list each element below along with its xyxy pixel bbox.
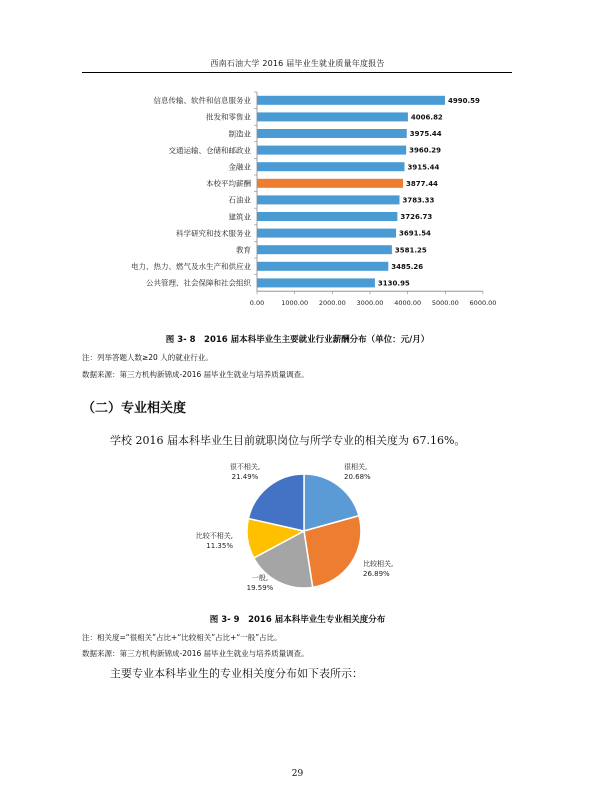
bar-value-label: 3960.29 (409, 146, 442, 155)
bar-value-label: 3783.33 (402, 196, 435, 205)
pie-slice-percent: 11.35% (206, 542, 233, 550)
category-label: 本校平均薪酬 (206, 179, 251, 189)
pie-slice-percent: 19.59% (246, 584, 274, 592)
figure-3-8-caption: 图 3- 8 2016 届本科毕业生主要就业行业薪酬分布（单位：元/月） (165, 335, 430, 345)
bar-value-label: 3877.44 (406, 179, 438, 188)
x-tick-label: 3000.00 (356, 299, 384, 308)
section-heading: （二）专业相关度 (82, 401, 187, 416)
category-label: 公共管理、社会保障和社会组织 (146, 278, 251, 288)
section-intro-text: 学校 2016 届本科毕业生目前就职岗位与所学专业的相关度为 67.16%。 (110, 434, 466, 447)
figure-3-9-source: 数据来源：第三方机构新锦成-2016 届毕业生就业与培养质量调查。 (82, 649, 309, 658)
x-tick-label: 5000.00 (431, 299, 459, 308)
figure-3-9-note: 注：相关度=“很相关”占比+“比较相关”占比+“一般”占比。 (82, 633, 282, 642)
category-label: 批发和零售业 (206, 112, 251, 122)
bar-value-label: 3581.25 (394, 246, 427, 255)
x-tick-label: 0.00 (249, 299, 265, 308)
category-label: 金融业 (228, 162, 251, 172)
bar-value-label: 3485.26 (391, 262, 424, 271)
figure-3-8-note: 注：列举答题人数≥20 人的就业行业。 (82, 353, 213, 362)
bar-value-label: 3726.73 (400, 213, 433, 222)
category-label: 科学研究和技术服务业 (176, 228, 251, 238)
pie-slice-label: 很相关, (344, 463, 368, 471)
x-tick-label: 6000.00 (469, 299, 497, 308)
pie-slice-percent: 20.68% (344, 473, 371, 481)
pie-slice-label: 比较相关, (363, 560, 394, 568)
pie-slice-label: 一般, (251, 574, 269, 582)
category-label: 教育 (236, 245, 251, 255)
bar-value-label: 4006.82 (410, 113, 443, 122)
running-header: 西南石油大学 2016 届毕业生就业质量年度报告 (210, 59, 385, 68)
bar-value-label: 4990.59 (447, 96, 480, 105)
category-label: 电力、热力、燃气及水生产和供应业 (131, 262, 251, 272)
bar-value-label: 3975.44 (409, 130, 442, 139)
pie-slice-percent: 21.49% (231, 473, 259, 481)
closing-text: 主要专业本科毕业生的专业相关度分布如下表所示： (110, 667, 363, 680)
category-label: 制造业 (228, 129, 251, 139)
pie-slice-label: 比较不相关, (195, 532, 233, 540)
category-label: 信息传输、软件和信息服务业 (153, 96, 251, 106)
x-tick-label: 2000.00 (318, 299, 346, 308)
category-label: 建筑业 (228, 212, 251, 222)
bar-value-label: 3130.95 (377, 279, 410, 288)
category-label: 石油业 (228, 195, 251, 205)
bar-value-label: 3691.54 (399, 229, 431, 238)
figure-3-9-caption: 图 3- 9 2016 届本科毕业生专业相关度分布 (209, 615, 386, 625)
figure-3-8-source: 数据来源：第三方机构新锦成-2016 届毕业生就业与培养质量调查。 (82, 370, 309, 379)
category-label: 交通运输、仓储和邮政业 (168, 145, 251, 155)
x-tick-label: 1000.00 (281, 299, 309, 308)
pie-slice-label: 很不相关, (229, 463, 261, 471)
bar-value-label: 3915.44 (407, 163, 440, 172)
page-number: 29 (291, 769, 304, 779)
x-tick-label: 4000.00 (394, 299, 422, 308)
pie-slice-percent: 26.89% (363, 570, 390, 578)
